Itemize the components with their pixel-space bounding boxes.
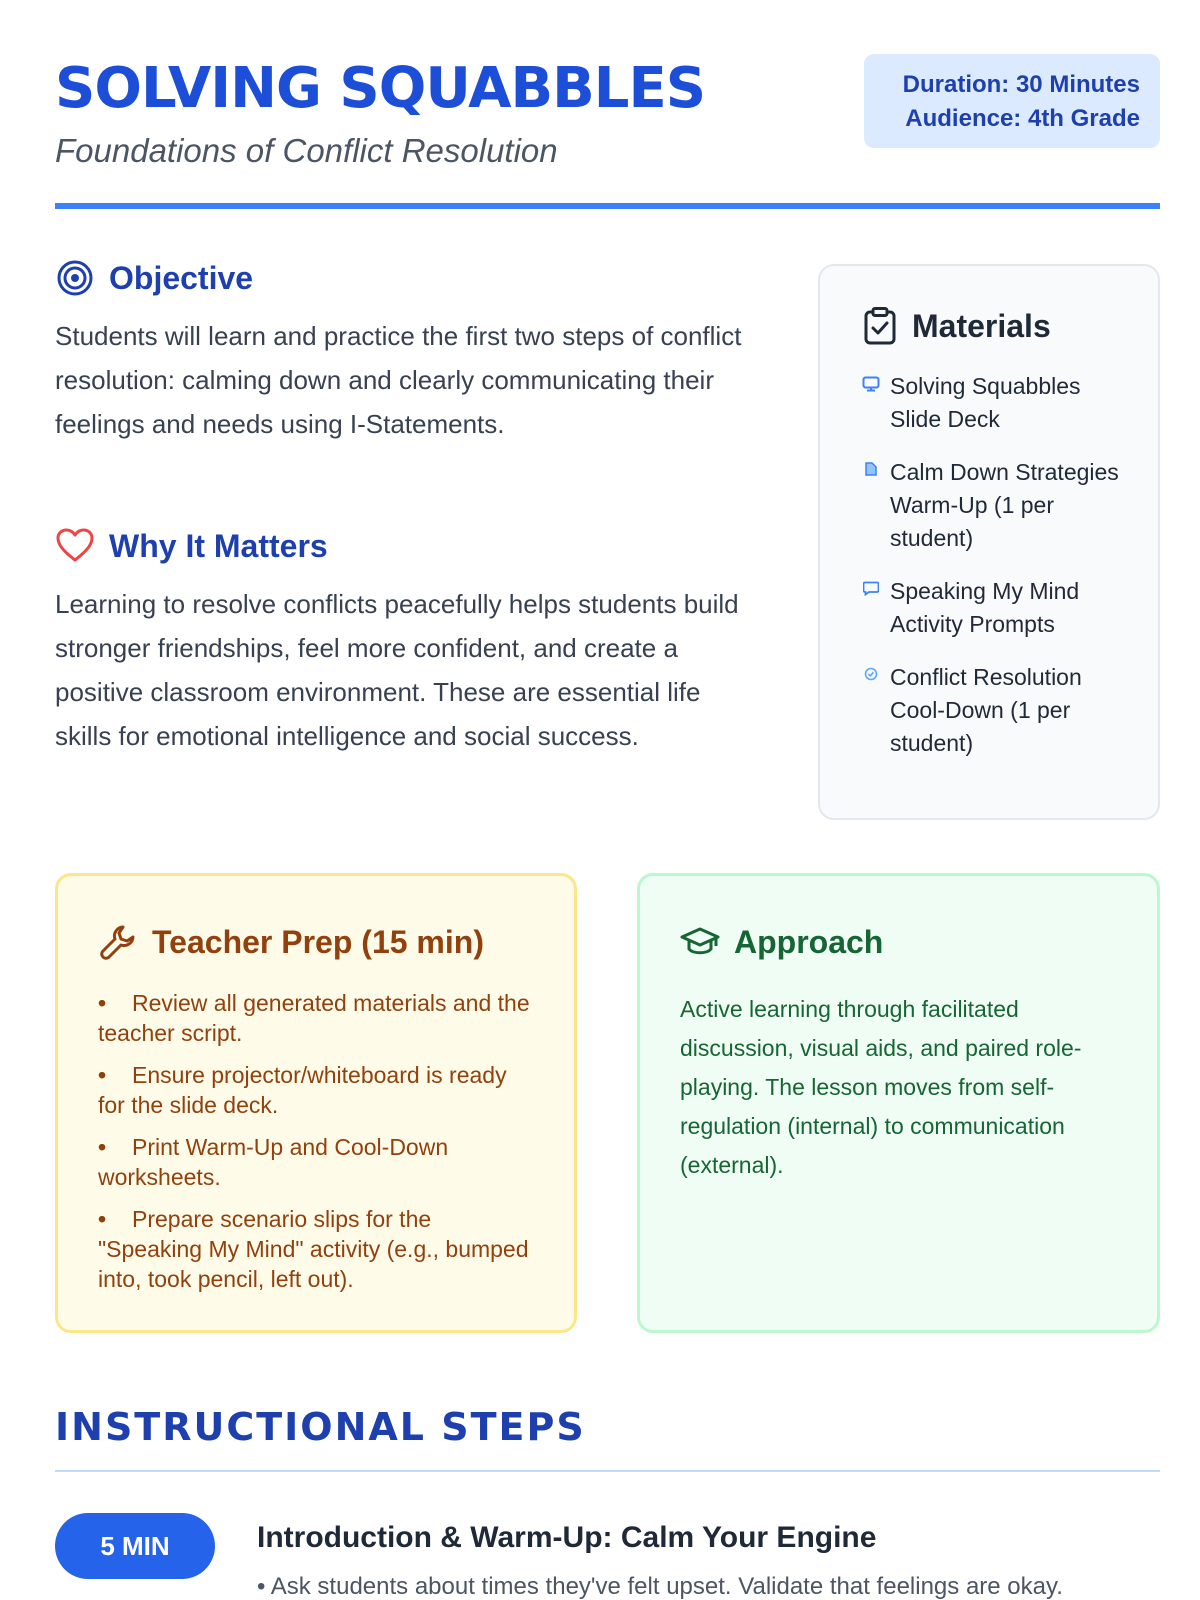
bullet-marker: • xyxy=(98,1206,107,1232)
teacher-prep-card xyxy=(55,873,577,1333)
audience-label: Audience: 4th Grade xyxy=(905,105,1140,132)
teacher-prep-list xyxy=(98,988,534,1294)
materials-panel xyxy=(818,264,1160,820)
monitor-icon xyxy=(860,370,882,392)
why-section xyxy=(55,524,760,758)
materials-item-label: Calm Down Strategies Warm-Up (1 per student) xyxy=(890,459,1119,551)
target-icon xyxy=(55,258,95,298)
check-circle-icon xyxy=(860,661,882,681)
list-item xyxy=(98,1204,534,1294)
bullet-marker: • xyxy=(98,1062,107,1088)
materials-item xyxy=(860,661,1128,760)
duration-label: Duration: 30 Minutes xyxy=(902,71,1140,98)
approach-card xyxy=(637,873,1160,1333)
step-time-badge: 5 MIN xyxy=(55,1513,215,1579)
materials-title: Materials xyxy=(912,307,1051,344)
info-badge xyxy=(864,54,1160,148)
objective-text: Students will learn and practice the first two steps of conflict resolution: calming down and clearly communicating their feelings and needs using I-Statements. xyxy=(55,321,742,439)
materials-list xyxy=(860,370,1128,760)
prep-item-text: Prepare scenario slips for the "Speaking My Mind" activity (e.g., bumped into, took pencil, left out). xyxy=(98,1206,529,1292)
materials-item xyxy=(860,456,1128,555)
why-title: Why It Matters xyxy=(109,527,328,564)
list-item xyxy=(98,988,534,1048)
objective-title: Objective xyxy=(109,259,254,296)
steps-divider xyxy=(55,1470,1160,1472)
prep-item-text: Print Warm-Up and Cool-Down worksheets. xyxy=(98,1134,449,1190)
list-item xyxy=(98,1060,534,1120)
objective-section xyxy=(55,256,760,446)
prep-item-text: Review all generated materials and the teacher script. xyxy=(98,990,530,1046)
page-subtitle: Foundations of Conflict Resolution xyxy=(55,132,558,169)
why-text: Learning to resolve conflicts peacefully helps students build stronger friendships, feel more confident, and create a positive classroom environment. These are essential life skills for emotional intelligence and social success. xyxy=(55,589,739,751)
clipboard-check-icon xyxy=(860,306,900,346)
step-detail: • Ask students about times they've felt upset. Validate that feelings are okay. xyxy=(257,1573,1063,1600)
lesson-plan-page xyxy=(55,0,1160,1600)
step-title: Introduction & Warm-Up: Calm Your Engine xyxy=(257,1521,877,1554)
chat-bubble-icon xyxy=(860,575,882,596)
wrench-icon xyxy=(98,922,138,962)
header xyxy=(55,50,1160,210)
step-row xyxy=(55,1513,1160,1600)
graduation-cap-icon xyxy=(680,922,720,962)
materials-item xyxy=(860,575,1128,641)
teacher-prep-title: Teacher Prep (15 min) xyxy=(152,923,484,960)
instructional-steps-title: INSTRUCTIONAL STEPS xyxy=(55,1405,586,1449)
document-icon xyxy=(860,456,882,476)
materials-item xyxy=(860,370,1128,436)
heart-icon xyxy=(55,526,95,566)
prep-item-text: Ensure projector/whiteboard is ready for the slide deck. xyxy=(98,1062,507,1118)
materials-item-label: Speaking My Mind Activity Prompts xyxy=(890,578,1080,637)
materials-item-label: Solving Squabbles Slide Deck xyxy=(890,373,1081,432)
bullet-marker: • xyxy=(98,990,107,1016)
list-item xyxy=(98,1132,534,1192)
approach-text: Active learning through facilitated discussion, visual aids, and paired role-playing. The lesson moves from self-regulation (internal) to communication (external). xyxy=(680,996,1082,1178)
header-divider xyxy=(55,203,1160,209)
approach-title: Approach xyxy=(734,923,884,960)
bullet-marker: • xyxy=(98,1134,107,1160)
materials-item-label: Conflict Resolution Cool-Down (1 per student) xyxy=(890,664,1082,756)
page-title: SOLVING SQUABBLES xyxy=(55,56,706,121)
